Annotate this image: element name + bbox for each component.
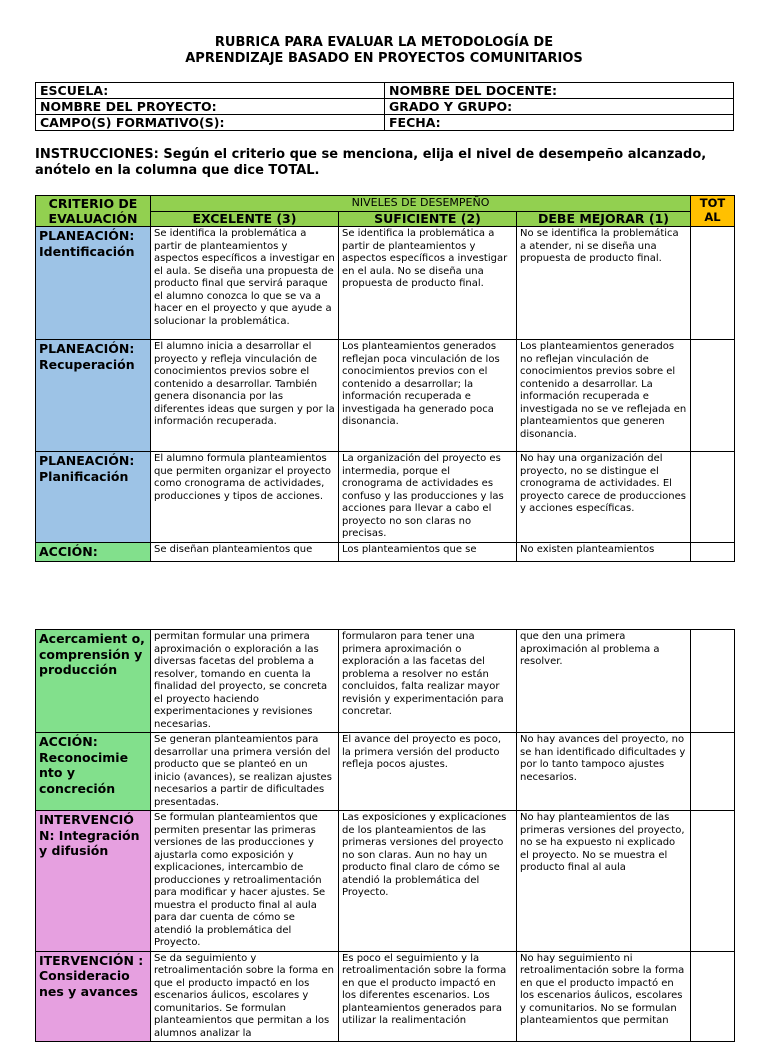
criterio-cell: ITERVENCIÓN : Consideracio nes y avances (36, 951, 151, 1042)
criterio-header: CRITERIO DE EVALUACIÓN (36, 196, 151, 227)
document-title (0, 35, 768, 67)
total-header: TOT AL (691, 196, 735, 227)
total-cell[interactable] (691, 811, 735, 952)
table-row (36, 630, 735, 733)
grado-field[interactable]: GRADO Y GRUPO: (385, 99, 734, 115)
total-cell[interactable] (691, 340, 735, 452)
excelente-cell: Se identifica la problemática a partir de planteamientos y aspectos específicos a investigar en el aula. Se diseña una propuesta de producto final que servirá paraque el alumno conozca lo que se va a hacer en el proyecto y que ayude a solucionar la problemática. (151, 227, 339, 340)
excelente-cell: permitan formular una primera aproximación o exploración a las diversas facetas del problema a resolver, tomando en cuenta la finalidad del proyecto, se concreta el proyecto haciendo experimentaciones y revisiones necesarias. (151, 630, 339, 733)
table-row (36, 542, 735, 561)
title-line-2: APRENDIZAJE BASADO EN PROYECTOS COMUNITARIOS (185, 51, 583, 66)
criterio-cell: PLANEACIÓN: Recuperación (36, 340, 151, 452)
total-cell[interactable] (691, 227, 735, 340)
instructions: INSTRUCCIONES: Según el criterio que se menciona, elija el nivel de desempeño alcanzado, anótelo en la columna que dice TOTAL. (35, 147, 707, 178)
excelente-cell: Se formulan planteamientos que permiten presentar las primeras versiones de las producciones y ajustarla como exposición y explicaciones, intercambio de producciones y retroalimentación para modificar y hacer ajustes. Se muestra el producto final al aula para dar cuenta de cómo se atendió la problemática del Proyecto. (151, 811, 339, 952)
rubric-table-page-1 (35, 195, 735, 562)
proyecto-field[interactable]: NOMBRE DEL PROYECTO: (36, 99, 385, 115)
total-cell[interactable] (691, 951, 735, 1042)
mejorar-cell: que den una primera aproximación al problema a resolver. (517, 630, 691, 733)
table-row (36, 951, 735, 1042)
mejorar-cell: No existen planteamientos (517, 542, 691, 561)
rubric-table-page-2 (35, 629, 735, 1042)
criterio-cell: Acercamient o, comprensión y producción (36, 630, 151, 733)
suficiente-cell: El avance del proyecto es poco, la primera versión del producto refleja pocos ajustes. (339, 733, 517, 811)
escuela-field[interactable]: ESCUELA: (36, 83, 385, 99)
excelente-cell: Se da seguimiento y retroalimentación sobre la forma en que el producto impactó en los escenarios áulicos, escolares y comunitarios. Se formulan planteamientos que permitan a los alumnos analizar la (151, 951, 339, 1042)
excelente-cell: Se generan planteamientos para desarrollar una primera versión del producto que se planteó en un inicio (avances), se realizan ajustes necesarios a partir de dificultades presentadas. (151, 733, 339, 811)
mejorar-header: DEBE MEJORAR (1) (517, 211, 691, 227)
excelente-header: EXCELENTE (3) (151, 211, 339, 227)
suficiente-cell: Los planteamientos que se (339, 542, 517, 561)
table-row (36, 340, 735, 452)
criterio-cell: INTERVENCIÓ N: Integración y difusión (36, 811, 151, 952)
total-cell[interactable] (691, 452, 735, 543)
suficiente-header: SUFICIENTE (2) (339, 211, 517, 227)
total-cell[interactable] (691, 630, 735, 733)
criterio-cell: ACCIÓN: Reconocimie nto y concreción (36, 733, 151, 811)
suficiente-cell: formularon para tener una primera aproximación o exploración a las facetas del problema a resolver no están concluidos, falta realizar mayor revisión y experimentación para concretar. (339, 630, 517, 733)
suficiente-cell: La organización del proyecto es intermedia, porque el cronograma de actividades es confuso y las producciones y las acciones para llevar a cabo el proyecto no son claras no precisas. (339, 452, 517, 543)
table-row (36, 811, 735, 952)
excelente-cell: Se diseñan planteamientos que (151, 542, 339, 561)
criterio-cell: PLANEACIÓN: Planificación (36, 452, 151, 543)
campo-field[interactable]: CAMPO(S) FORMATIVO(S): (36, 115, 385, 131)
fecha-field[interactable]: FECHA: (385, 115, 734, 131)
excelente-cell: El alumno formula planteamientos que permiten organizar el proyecto como cronograma de actividades, producciones y tipos de acciones. (151, 452, 339, 543)
suficiente-cell: Los planteamientos generados reflejan poca vinculación de los conocimientos previos con el contenido a desarrollar; la información recuperada e investigada ha generado poca disonancia. (339, 340, 517, 452)
suficiente-cell: Las exposiciones y explicaciones de los planteamientos de las primeras versiones del proyecto no son claras. Aun no hay un producto final claro de cómo se atendió la problemática del Proyecto. (339, 811, 517, 952)
criterio-cell: PLANEACIÓN: Identificación (36, 227, 151, 340)
mejorar-cell: No hay seguimiento ni retroalimentación sobre la forma en que el producto impactó en los escenarios áulicos, escolares y comunitarios. No se formulan planteamientos que permitan (517, 951, 691, 1042)
total-cell[interactable] (691, 733, 735, 811)
mejorar-cell: No hay una organización del proyecto, no se distingue el cronograma de actividades. El proyecto carece de producciones y acciones específicas. (517, 452, 691, 543)
niveles-header: NIVELES DE DESEMPEÑO (151, 196, 691, 212)
info-table (35, 82, 734, 131)
table-row (36, 452, 735, 543)
mejorar-cell: Los planteamientos generados no reflejan vinculación de conocimientos previos sobre el contenido a desarrollar. La información recuperada e investigada no se ve reflejada en planteamientos que generen disonancia. (517, 340, 691, 452)
table-row (36, 733, 735, 811)
mejorar-cell: No se identifica la problemática a atender, ni se diseña una propuesta de producto final. (517, 227, 691, 340)
docente-field[interactable]: NOMBRE DEL DOCENTE: (385, 83, 734, 99)
criterio-cell: ACCIÓN: (36, 542, 151, 561)
title-line-1: RUBRICA PARA EVALUAR LA METODOLOGÍA DE (214, 35, 554, 50)
mejorar-cell: No hay planteamientos de las primeras versiones del proyecto, no se ha expuesto ni explicado el proyecto. No se muestra el producto final al aula (517, 811, 691, 952)
table-row (36, 227, 735, 340)
total-cell[interactable] (691, 542, 735, 561)
suficiente-cell: Se identifica la problemática a partir de planteamientos y aspectos específicos a investigar en el aula. No se diseña una propuesta de producto final. (339, 227, 517, 340)
suficiente-cell: Es poco el seguimiento y la retroalimentación sobre la forma en que el producto impactó en los diferentes escenarios. Los planteamientos generados para utilizar la realimentación (339, 951, 517, 1042)
mejorar-cell: No hay avances del proyecto, no se han identificado dificultades y por lo tanto tampoco ajustes necesarios. (517, 733, 691, 811)
excelente-cell: El alumno inicia a desarrollar el proyecto y refleja vinculación de conocimientos previos sobre el contenido a desarrollar. También genera disonancia por las diferentes ideas que surgen y por la información recuperada. (151, 340, 339, 452)
